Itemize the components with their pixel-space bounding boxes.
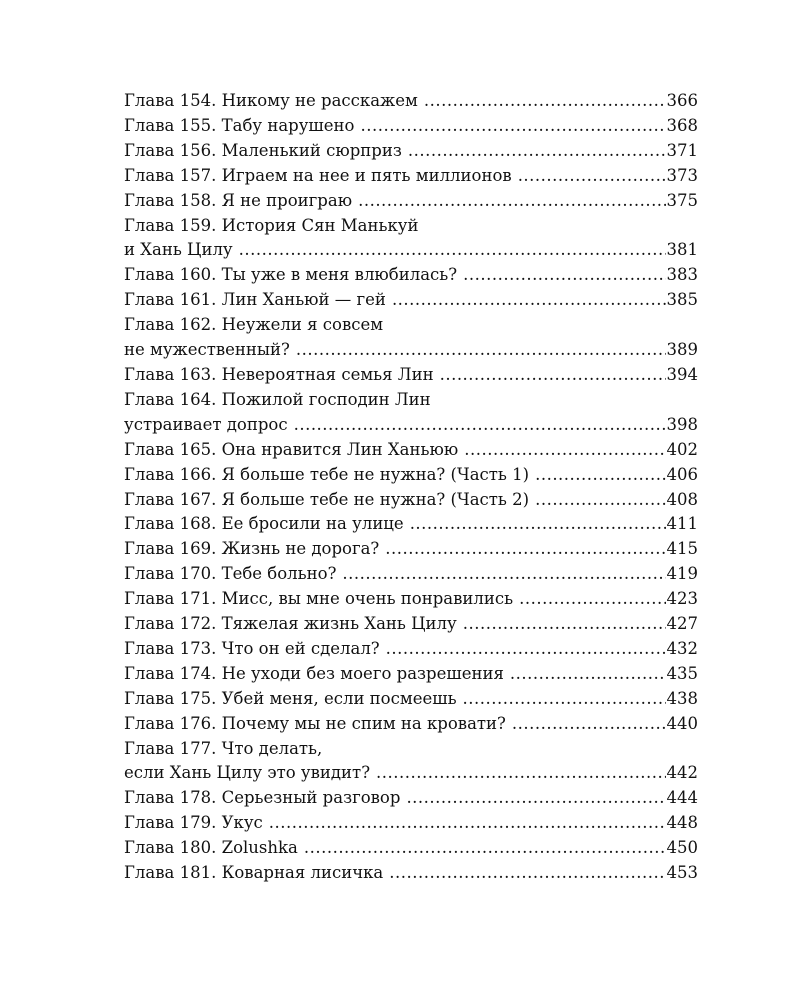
toc-entry-row xyxy=(124,512,698,537)
toc-entry xyxy=(124,587,698,612)
toc-entry xyxy=(124,488,698,513)
toc-entry-title: Глава 168. Ее бросили на улице xyxy=(124,514,404,534)
toc-entry-title: Глава 170. Тебе больно? xyxy=(124,564,337,584)
dot-leader xyxy=(304,836,666,861)
dot-leader xyxy=(392,288,666,313)
toc-entry-page-number: 406 xyxy=(666,464,698,484)
dot-leader xyxy=(463,612,666,637)
toc-entry-title: и Хань Цилу xyxy=(124,240,233,260)
toc-entry-title-line1: Глава 159. История Сян Манькуй xyxy=(124,215,419,235)
toc-entry-title: Глава 176. Почему мы не спим на кровати? xyxy=(124,713,506,733)
toc-entry xyxy=(124,637,698,662)
toc-entry-page-number: 438 xyxy=(666,688,698,708)
dot-leader xyxy=(239,238,666,263)
dot-leader xyxy=(510,662,666,687)
toc-entry-page-number: 444 xyxy=(666,788,698,808)
dot-leader xyxy=(408,139,666,164)
dot-leader xyxy=(424,89,666,114)
toc-entry xyxy=(124,114,698,139)
toc-entry-page-number: 450 xyxy=(666,838,698,858)
table-of-contents xyxy=(124,89,698,886)
toc-entry xyxy=(124,861,698,886)
toc-entry-title: Глава 178. Серьезный разговор xyxy=(124,788,401,808)
toc-entry-title: Глава 172. Тяжелая жизнь Хань Цилу xyxy=(124,614,457,634)
dot-leader xyxy=(386,637,666,662)
toc-entry-row xyxy=(124,89,698,114)
toc-entry xyxy=(124,612,698,637)
toc-entry-page-number: 419 xyxy=(666,564,698,584)
toc-entry-title: Глава 157. Играем на нее и пять миллионов xyxy=(124,165,512,185)
toc-entry-title: не мужественный? xyxy=(124,340,290,360)
dot-leader xyxy=(512,712,666,737)
toc-entry-page-number: 402 xyxy=(666,439,698,459)
toc-entry-row xyxy=(124,811,698,836)
toc-entry-page-number: 440 xyxy=(666,713,698,733)
dot-leader xyxy=(463,263,665,288)
toc-entry-row xyxy=(124,662,698,687)
dot-leader xyxy=(269,811,666,836)
dot-leader xyxy=(360,114,665,139)
toc-entry-title: устраивает допрос xyxy=(124,414,288,434)
toc-entry xyxy=(124,189,698,214)
toc-entry-title: Глава 165. Она нравится Лин Ханьюю xyxy=(124,439,459,459)
toc-entry-row xyxy=(124,413,698,438)
toc-entry-title: Глава 161. Лин Ханьюй — гей xyxy=(124,290,386,310)
toc-entry-title: Глава 160. Ты уже в меня влюбилась? xyxy=(124,265,458,285)
toc-entry-page-number: 435 xyxy=(666,663,698,683)
dot-leader xyxy=(464,438,665,463)
toc-entry-row xyxy=(124,712,698,737)
toc-entry-title: Глава 154. Никому не расскажем xyxy=(124,91,418,110)
toc-entry-row xyxy=(124,562,698,587)
toc-entry-row xyxy=(124,189,698,214)
dot-leader xyxy=(410,512,666,537)
toc-entry xyxy=(124,737,698,787)
toc-entry xyxy=(124,786,698,811)
toc-entry xyxy=(124,811,698,836)
toc-entry-page-number: 385 xyxy=(666,290,698,310)
toc-entry-page-number: 368 xyxy=(666,115,698,135)
toc-entry-row xyxy=(124,263,698,288)
toc-entry xyxy=(124,288,698,313)
toc-entry xyxy=(124,89,698,114)
toc-entry-row xyxy=(124,164,698,189)
dot-leader xyxy=(463,687,666,712)
toc-entry-page-number: 427 xyxy=(666,614,698,634)
toc-entry-title-line1: Глава 177. Что делать, xyxy=(124,738,323,758)
toc-entry-page-number: 448 xyxy=(666,813,698,833)
toc-entry-page-number: 415 xyxy=(666,539,698,559)
dot-leader xyxy=(358,189,665,214)
toc-entry-page-number: 423 xyxy=(666,589,698,609)
dot-leader xyxy=(294,413,666,438)
toc-entry-page-number: 432 xyxy=(666,638,698,658)
dot-leader xyxy=(406,786,665,811)
toc-entry-page-number: 371 xyxy=(666,140,698,160)
toc-entry xyxy=(124,139,698,164)
toc-entry-title: Глава 156. Маленький сюрприз xyxy=(124,140,402,160)
toc-entry-row xyxy=(124,761,698,786)
toc-entry xyxy=(124,313,698,363)
toc-entry-row xyxy=(124,438,698,463)
toc-entry-title: Глава 158. Я не проиграю xyxy=(124,190,353,210)
dot-leader xyxy=(385,537,665,562)
dot-leader xyxy=(376,761,665,786)
toc-entry-page-number: 453 xyxy=(666,863,698,883)
toc-entry-page-number: 411 xyxy=(666,514,698,534)
toc-entry-page-number: 398 xyxy=(666,414,698,434)
dot-leader xyxy=(440,363,666,388)
toc-entry-page-number: 442 xyxy=(666,763,698,783)
dot-leader xyxy=(342,562,665,587)
toc-entry xyxy=(124,537,698,562)
toc-entry-title: Глава 173. Что он ей сделал? xyxy=(124,638,380,658)
toc-entry-page-number: 383 xyxy=(666,265,698,285)
toc-entry xyxy=(124,687,698,712)
dot-leader xyxy=(535,488,665,513)
toc-entry-row xyxy=(124,537,698,562)
toc-entry-title: Глава 179. Укус xyxy=(124,813,263,833)
toc-entry xyxy=(124,712,698,737)
toc-entry-row xyxy=(124,288,698,313)
dot-leader xyxy=(296,338,666,363)
toc-entry-title: Глава 181. Коварная лисичка xyxy=(124,863,384,883)
toc-entry-title: Глава 155. Табу нарушено xyxy=(124,115,355,135)
dot-leader xyxy=(389,861,665,886)
toc-entry-title: если Хань Цилу это увидит? xyxy=(124,763,371,783)
dot-leader xyxy=(535,463,665,488)
toc-entry xyxy=(124,164,698,189)
toc-entry xyxy=(124,388,698,438)
toc-entry-row xyxy=(124,587,698,612)
toc-entry-title: Глава 180. Zolushka xyxy=(124,838,298,858)
toc-entry-row xyxy=(124,836,698,861)
toc-entry xyxy=(124,263,698,288)
toc-entry xyxy=(124,562,698,587)
toc-entry-row xyxy=(124,114,698,139)
toc-entry-row xyxy=(124,363,698,388)
toc-entry-page-number: 408 xyxy=(666,489,698,509)
toc-entry xyxy=(124,438,698,463)
toc-entry xyxy=(124,662,698,687)
toc-entry-page-number: 394 xyxy=(666,364,698,384)
toc-entry-page-number: 373 xyxy=(666,165,698,185)
toc-entry-page-number: 375 xyxy=(666,190,698,210)
toc-entry-page-number: 366 xyxy=(666,91,698,110)
toc-entry xyxy=(124,512,698,537)
toc-entry-row xyxy=(124,238,698,263)
toc-entry-row xyxy=(124,139,698,164)
toc-entry-title: Глава 169. Жизнь не дорога? xyxy=(124,539,380,559)
toc-entry xyxy=(124,836,698,861)
toc-entry-row xyxy=(124,338,698,363)
toc-entry-row xyxy=(124,687,698,712)
toc-entry-title: Глава 175. Убей меня, если посмеешь xyxy=(124,688,457,708)
toc-entry-row xyxy=(124,463,698,488)
toc-entry-page-number: 381 xyxy=(666,240,698,260)
toc-entry-title-line1: Глава 164. Пожилой господин Лин xyxy=(124,389,431,409)
toc-entry-page-number: 389 xyxy=(666,340,698,360)
toc-entry xyxy=(124,214,698,264)
toc-entry-row xyxy=(124,786,698,811)
dot-leader xyxy=(518,164,666,189)
toc-entry-title: Глава 174. Не уходи без моего разрешения xyxy=(124,663,504,683)
toc-entry-title: Глава 171. Мисс, вы мне очень понравились xyxy=(124,589,514,609)
toc-entry-title: Глава 166. Я больше тебе не нужна? (Часть 1) xyxy=(124,464,530,484)
toc-entry-title: Глава 167. Я больше тебе не нужна? (Часть 2) xyxy=(124,489,530,509)
toc-entry-row xyxy=(124,612,698,637)
toc-entry-row xyxy=(124,861,698,886)
toc-entry xyxy=(124,363,698,388)
toc-entry-row xyxy=(124,637,698,662)
dot-leader xyxy=(519,587,665,612)
toc-entry-row xyxy=(124,488,698,513)
toc-entry xyxy=(124,463,698,488)
toc-entry-title-line1: Глава 162. Неужели я совсем xyxy=(124,315,384,335)
toc-entry-title: Глава 163. Невероятная семья Лин xyxy=(124,364,434,384)
